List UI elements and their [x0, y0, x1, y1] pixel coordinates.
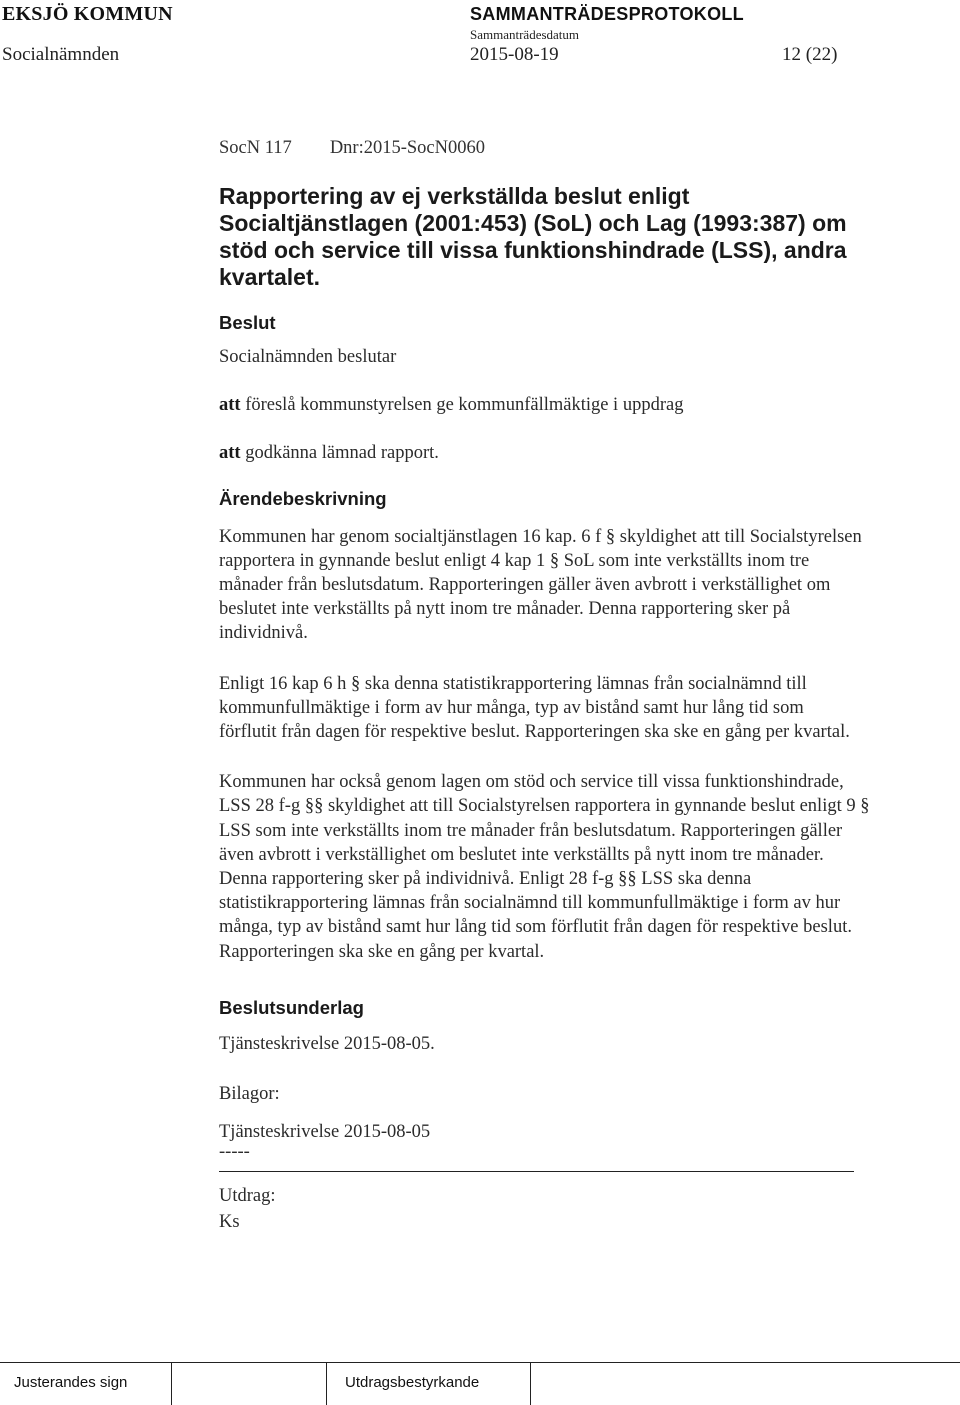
decision-heading: Beslut [219, 312, 276, 333]
dash-separator: ----- [219, 1142, 250, 1163]
case-number: SocN 117 [219, 138, 292, 158]
text-line: Denna rapportering sker på individnivå. Enligt 28 f-g §§ LSS ska denna [219, 869, 752, 890]
text-line: individnivå. [219, 623, 308, 644]
committee-name: Socialnämnden [2, 44, 120, 65]
extract-label: Utdrag: [219, 1185, 276, 1206]
text-line: kommunfullmäktige i form av hur många, typ av bistånd samt hur lång tid som [219, 697, 804, 718]
decision-item [219, 441, 935, 465]
case-dnr: Dnr:2015-SocN0060 [329, 138, 485, 158]
decision-keyword: att [219, 443, 241, 464]
extract-recipient: Ks [219, 1211, 240, 1232]
basis-document: Tjänsteskrivelse 2015-08-05. [219, 1033, 435, 1054]
text-line: Kommunen har också genom lagen om stöd och service till vissa funktionshindrade, [219, 772, 844, 793]
description-paragraph [219, 672, 935, 745]
description-paragraph [219, 770, 935, 964]
case-title-line: stöd och service till vissa funktionshindrade (LSS), andra [219, 237, 847, 263]
protocol-body [219, 138, 935, 1234]
decision-text: föreslå kommunstyrelsen ge kommunfällmäktige i uppdrag [240, 395, 684, 416]
description-heading: Ärendebeskrivning [219, 487, 387, 509]
signature-footer [0, 1362, 960, 1405]
text-line: Enligt 16 kap 6 h § ska denna statistikrapportering lämnas från socialnämnd till [219, 673, 807, 694]
decision-item [219, 393, 935, 417]
text-line: Rapporteringen ska ske en gång per kvartal. [219, 941, 545, 962]
text-line: förflutit från dagen för respektive beslut. Rapporteringen ska ske en gång per kvartal. [219, 722, 850, 743]
meeting-date-label: Sammanträdesdatum [470, 27, 580, 42]
signature-divider [326, 1363, 327, 1405]
text-line: månader från beslutsdatum. Rapporteringen gäller även avbrott i verkställighet om [219, 575, 831, 596]
case-title-line: Rapportering av ej verkställda beslut enligt [219, 183, 690, 209]
basis-heading: Beslutsunderlag [219, 996, 364, 1018]
text-line: LSS 28 f-g §§ skyldighet att till Socialstyrelsen rapportera in gynnande beslut enligt 9 § [219, 796, 870, 817]
attachment-item: Tjänsteskrivelse 2015-08-05 [219, 1122, 431, 1143]
text-line: rapportera in gynnande beslut enligt 4 kap 1 § SoL som inte verkställts inom tre [219, 550, 810, 571]
text-line: Kommunen har genom socialtjänstlagen 16 kap. 6 f § skyldighet att till Socialstyrelsen [219, 526, 862, 547]
case-reference [219, 138, 935, 159]
certified-divider [530, 1363, 531, 1405]
document-type: SAMMANTRÄDESPROTOKOLL [470, 4, 744, 24]
case-title-line: kvartalet. [219, 264, 321, 290]
text-line: statistikrapportering lämnas från socialnämnd till kommunfullmäktige i form av hur [219, 893, 841, 914]
certified-label: Utdragsbestyrkande [345, 1374, 480, 1391]
meeting-date: 2015-08-19 [470, 44, 559, 65]
text-line: LSS som inte verkställts inom tre månader från beslutsdatum. Rapporteringen gäller [219, 820, 843, 841]
description-paragraph [219, 525, 935, 646]
attachments-label: Bilagor: [219, 1084, 280, 1105]
case-title-line: Socialtjänstlagen (2001:453) (SoL) och Lag (1993:387) om [219, 210, 847, 236]
case-title [219, 183, 919, 291]
sign-label: Justerandes sign [14, 1374, 128, 1391]
divider-line [219, 1171, 854, 1172]
page-number: 12 (22) [782, 44, 838, 65]
text-line: många, typ av bistånd samt hur lång tid som förflutit från dagen för respektive beslut. [219, 917, 852, 938]
organization-name: EKSJÖ KOMMUN [2, 3, 173, 25]
text-line: beslutet inte verkställts på nytt inom tre månader. Denna rapportering sker på [219, 599, 791, 620]
text-line: även avbrott i verkställighet om beslutet inte verkställts på nytt inom tre månader. [219, 844, 824, 865]
decision-keyword: att [219, 395, 241, 416]
decision-intro: Socialnämnden beslutar [219, 347, 397, 367]
decision-text: godkänna lämnad rapport. [240, 443, 439, 464]
signature-box [171, 1363, 327, 1405]
